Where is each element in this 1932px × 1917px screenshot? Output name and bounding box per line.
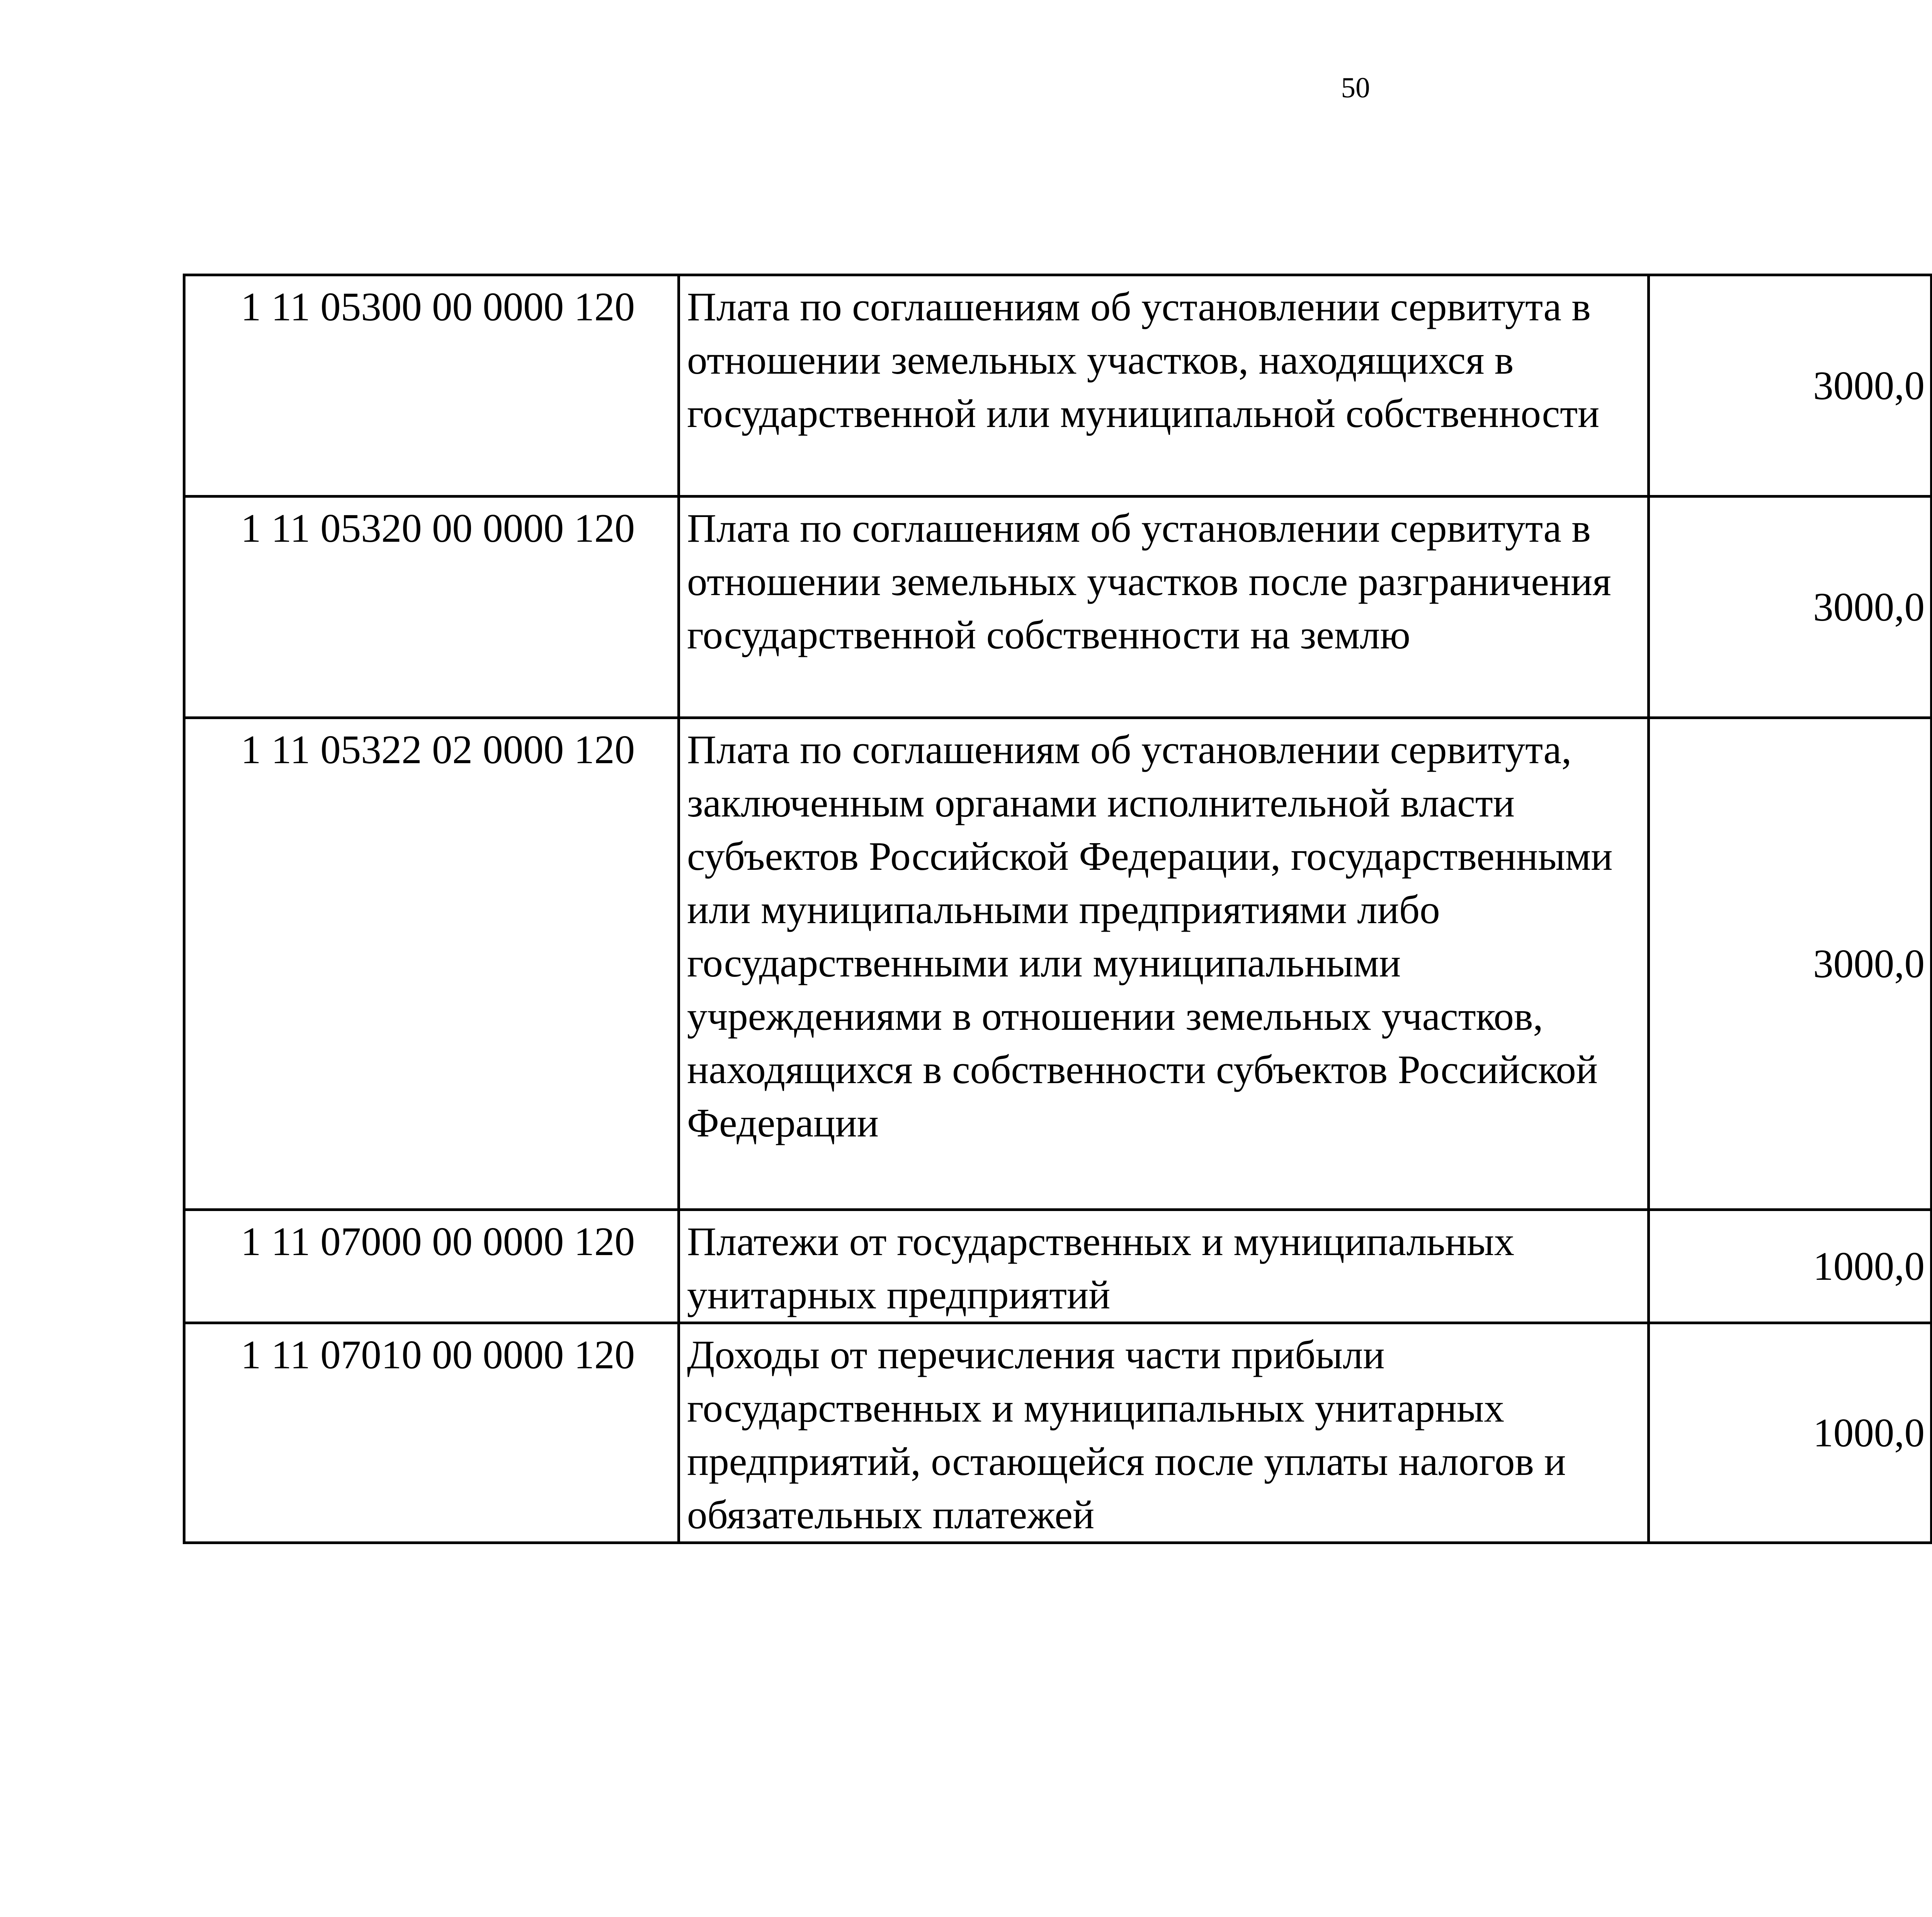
description-cell: Плата по соглашениям об установлении сервитута в отношении земельных участков, находящихся в государственной или муниципальной собственности bbox=[679, 275, 1649, 497]
budget-code-cell: 1 11 05300 00 0000 120 bbox=[184, 275, 679, 497]
description-cell: Доходы от перечисления части прибыли государственных и муниципальных унитарных предприятий, остающейся после уплаты налогов и обязательных платежей bbox=[679, 1323, 1649, 1543]
amount-cell-year-1: 1000,0 bbox=[1649, 1323, 1932, 1543]
description-cell: Плата по соглашениям об установлении сервитута, заключенным органами исполнительной власти субъектов Российской Федерации, государственными или муниципальными предприятиями либо государственными или муниципальными учреждениями в отношении земельных участков, находящихся в собственности субъектов Российской Федерации bbox=[679, 718, 1649, 1210]
table-row bbox=[184, 275, 1932, 497]
budget-code-cell: 1 11 07000 00 0000 120 bbox=[184, 1210, 679, 1323]
table-row bbox=[184, 1323, 1932, 1543]
budget-code-cell: 1 11 07010 00 0000 120 bbox=[184, 1323, 679, 1543]
description-cell: Платежи от государственных и муниципальных унитарных предприятий bbox=[679, 1210, 1649, 1323]
budget-code-cell: 1 11 05322 02 0000 120 bbox=[184, 718, 679, 1210]
table-row bbox=[184, 497, 1932, 718]
amount-cell-year-1: 3000,0 bbox=[1649, 718, 1932, 1210]
budget-code-cell: 1 11 05320 00 0000 120 bbox=[184, 497, 679, 718]
page-number: 50 bbox=[1341, 72, 1370, 104]
budget-revenue-table bbox=[183, 274, 1932, 1544]
amount-cell-year-1: 3000,0 bbox=[1649, 497, 1932, 718]
description-cell: Плата по соглашениям об установлении сервитута в отношении земельных участков после разграничения государственной собственности на землю bbox=[679, 497, 1649, 718]
table-row bbox=[184, 718, 1932, 1210]
amount-cell-year-1: 1000,0 bbox=[1649, 1210, 1932, 1323]
amount-cell-year-1: 3000,0 bbox=[1649, 275, 1932, 497]
table-row bbox=[184, 1210, 1932, 1323]
